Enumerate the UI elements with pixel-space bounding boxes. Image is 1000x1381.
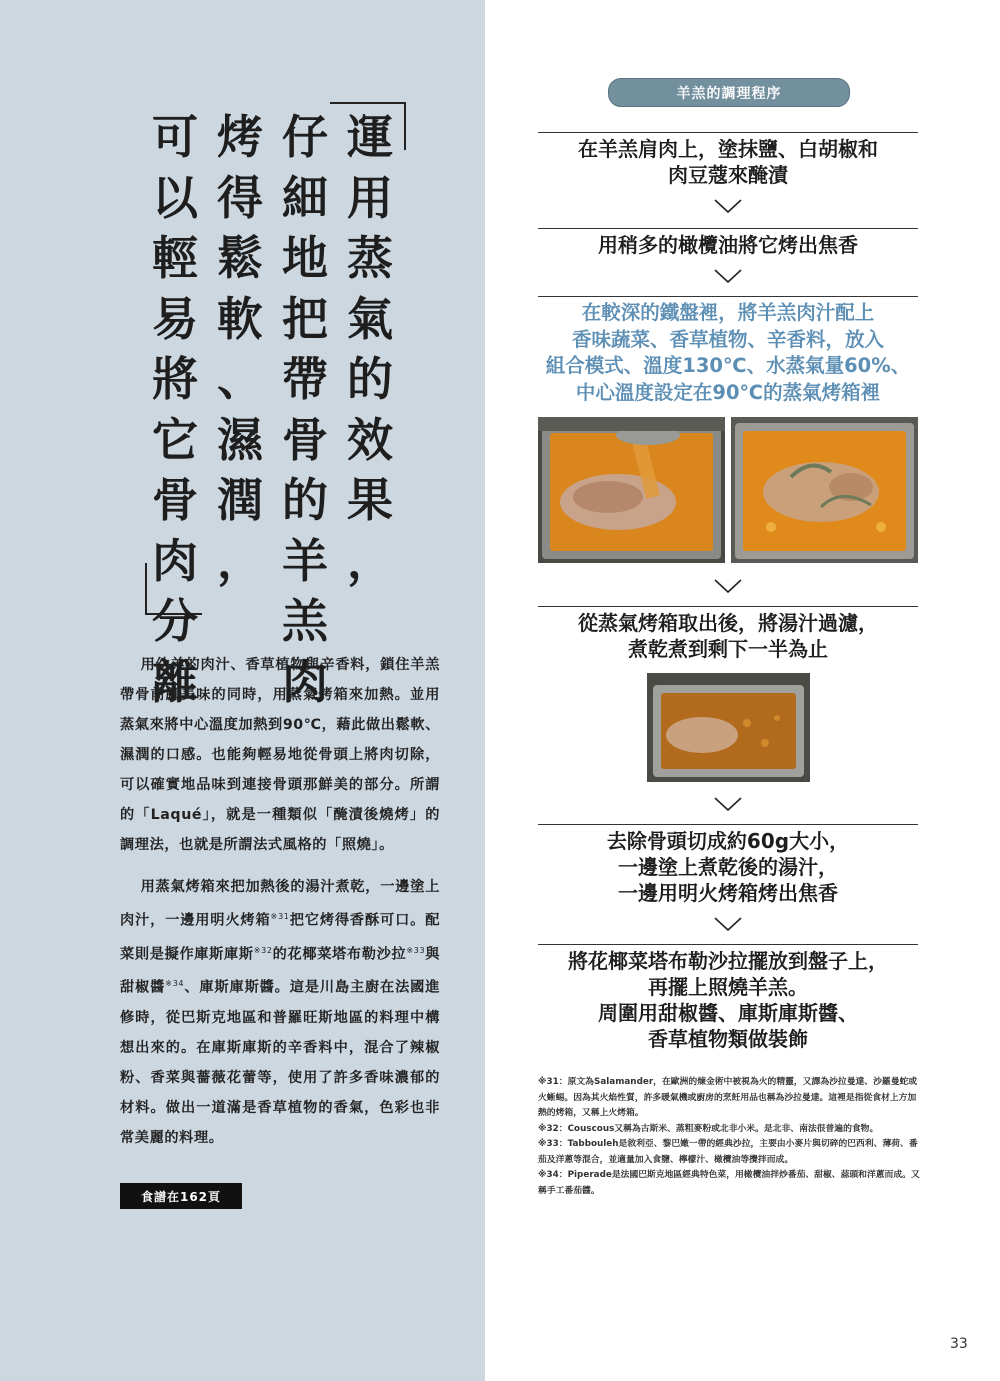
headline-char: 濕 <box>217 412 263 467</box>
footnotes <box>538 1075 923 1199</box>
footnote-33: ※33：Tabbouleh是敘利亞、黎巴嫩一帶的經典沙拉，主要由小麥片與切碎的巴西利、薄荷、番茄及洋蔥等混合，並適量加入食鹽、檸檬汁、橄欖油等攪拌而成。 <box>538 1139 918 1165</box>
flow-step-5: 去除骨頭切成約60g大小， 一邊塗上煮乾後的湯汁， 一邊用明火烤箱烤出焦香 <box>538 824 918 910</box>
headline-char: 仔 <box>282 110 328 164</box>
headline-char: 用 <box>347 170 393 225</box>
page-number: 33 <box>950 1336 968 1352</box>
headline-char: 鬆 <box>217 231 263 285</box>
headline-char: 的 <box>347 352 393 406</box>
photo-lamb-in-pan <box>731 417 918 563</box>
headline-char: 以 <box>152 170 198 225</box>
headline-column-4 <box>145 107 205 712</box>
headline-column-3 <box>210 107 270 591</box>
footnote-ref-31: ※31 <box>270 912 290 921</box>
headline-char: 帶 <box>282 352 328 406</box>
headline-char: 、 <box>217 352 263 406</box>
chevron-down-icon <box>713 198 743 214</box>
headline-char: 把 <box>282 291 328 346</box>
flow-step-1: 在羊羔肩肉上，塗抹鹽、白胡椒和 肉豆蔻來醃漬 <box>538 132 918 186</box>
headline-char: 離 <box>152 654 198 709</box>
footnote-31: ※31：原文為Salamander，在歐洲的煉金術中被視為火的精靈，又譯為沙拉曼達、沙羅曼蛇或火蜥蜴。因為其火焰性質，許多暖氣機或廚房的烹飪用品也稱為沙拉曼達。這裡是指從食材上方加熱的烤箱，又稱上火烤箱。 <box>538 1077 918 1118</box>
footnote-32: ※32：Couscous又稱為古斯米、蒸粗麥粉或北非小米。是北非、南法很普遍的食物。 <box>538 1123 879 1134</box>
article-body <box>120 650 440 1165</box>
chevron-down-icon <box>713 578 743 594</box>
headline-char: 分 <box>152 594 198 648</box>
headline-char: 將 <box>152 352 198 406</box>
footnote-ref-33: ※33 <box>406 945 426 955</box>
chevron-down-icon <box>713 916 743 932</box>
headline-char: 地 <box>282 231 328 285</box>
recipe-page-reference: 食譜在162頁 <box>120 1183 242 1209</box>
headline-char: ， <box>217 533 263 588</box>
body-paragraph-1: 用幼羊的肉汁、香草植物與辛香料，鎖住羊羔帶骨前腳美味的同時，用蒸氣烤箱來加熱。並用蒸氣來將中心溫度加熱到90℃，藉此做出鬆軟、濕潤的口感。也能夠輕易地從骨頭上將肉切除，可以確實地品味到連接骨頭那鮮美的部分。所謂的「Laqué」，就是一種類似「醃漬後燒烤」的調理法，也就是所謂法式風格的「照燒」。 <box>120 657 440 853</box>
headline-char: 蒸 <box>347 231 393 285</box>
photo-reduced-stock <box>647 673 810 782</box>
headline-char: 易 <box>152 291 198 346</box>
headline-char: 運 <box>347 110 393 164</box>
headline-char: 細 <box>282 170 328 225</box>
headline-char: 羔 <box>282 594 328 648</box>
headline-char: 可 <box>152 110 198 164</box>
headline-char: 骨 <box>282 412 328 467</box>
footnote-ref-32: ※32 <box>253 945 273 955</box>
headline-column-1 <box>340 107 400 591</box>
headline-column-2 <box>275 107 335 712</box>
headline-char: 氣 <box>347 291 393 346</box>
headline-char: 輕 <box>152 231 198 285</box>
flow-step-6: 將花椰菜塔布勒沙拉擺放到盤子上， 再擺上照燒羊羔。 周圍用甜椒醬、庫斯庫斯醬、 香草植物類做裝飾 <box>538 944 918 1056</box>
flow-step-3: 在較深的鐵盤裡，將羊羔肉汁配上 香味蔬菜、香草植物、辛香料，放入 組合模式、溫度130℃、水蒸氣量60%、 中心溫度設定在90℃的蒸氣烤箱裡 <box>538 296 918 406</box>
headline-char: 肉 <box>282 654 328 709</box>
flow-step-4: 從蒸氣烤箱取出後，將湯汁過濾， 煮乾煮到剩下一半為止 <box>538 606 918 666</box>
headline-char: 果 <box>347 473 393 527</box>
flow-step-2: 用稍多的橄欖油將它烤出焦香 <box>538 228 918 258</box>
headline-char: 的 <box>282 473 328 527</box>
chevron-down-icon <box>713 796 743 812</box>
footnote-ref-34: ※34 <box>165 979 185 989</box>
footnote-34: ※34：Piperade是法國巴斯克地區經典特色菜，用橄欖油拌炒番茄、甜椒、蒜頭和洋蔥而成。又稱手工番茄醬。 <box>538 1170 920 1196</box>
headline-char: 烤 <box>217 110 263 164</box>
headline-char: 效 <box>347 412 393 467</box>
body-paragraph-2: 用蒸氣烤箱來把加熱後的湯汁煮乾，一邊塗上肉汁，一邊用明火烤箱$^{※31}$把它烤得香酥可口。配菜則是擬作庫斯庫斯$^{※32}$的花椰菜塔布勒沙拉$^{※33}$與甜椒醬$^{※34}$、庫斯庫斯醬。這是川島主廚在法國進修時，從巴斯克地區和普羅旺斯地區的料理中構想出來的。在庫斯庫斯的辛香料中，混合了辣椒粉、香菜與薔薇花蕾等，使用了許多香味濃郁的材料。做出一道滿是香草植物的香氣，色彩也非常美麗的料理。 <box>120 879 441 1147</box>
headline-char: 肉 <box>152 533 198 588</box>
headline-char: 它 <box>152 412 198 467</box>
flow-title: 羊羔的調理程序 <box>608 78 850 107</box>
photo-pouring-stock <box>538 417 725 563</box>
headline-char: 潤 <box>217 473 263 527</box>
headline-char: 羊 <box>282 533 328 588</box>
headline-char: 得 <box>217 170 263 225</box>
chevron-down-icon <box>713 268 743 284</box>
headline-char: 骨 <box>152 473 198 527</box>
headline-char: ， <box>347 533 393 588</box>
headline-char: 軟 <box>217 291 263 346</box>
